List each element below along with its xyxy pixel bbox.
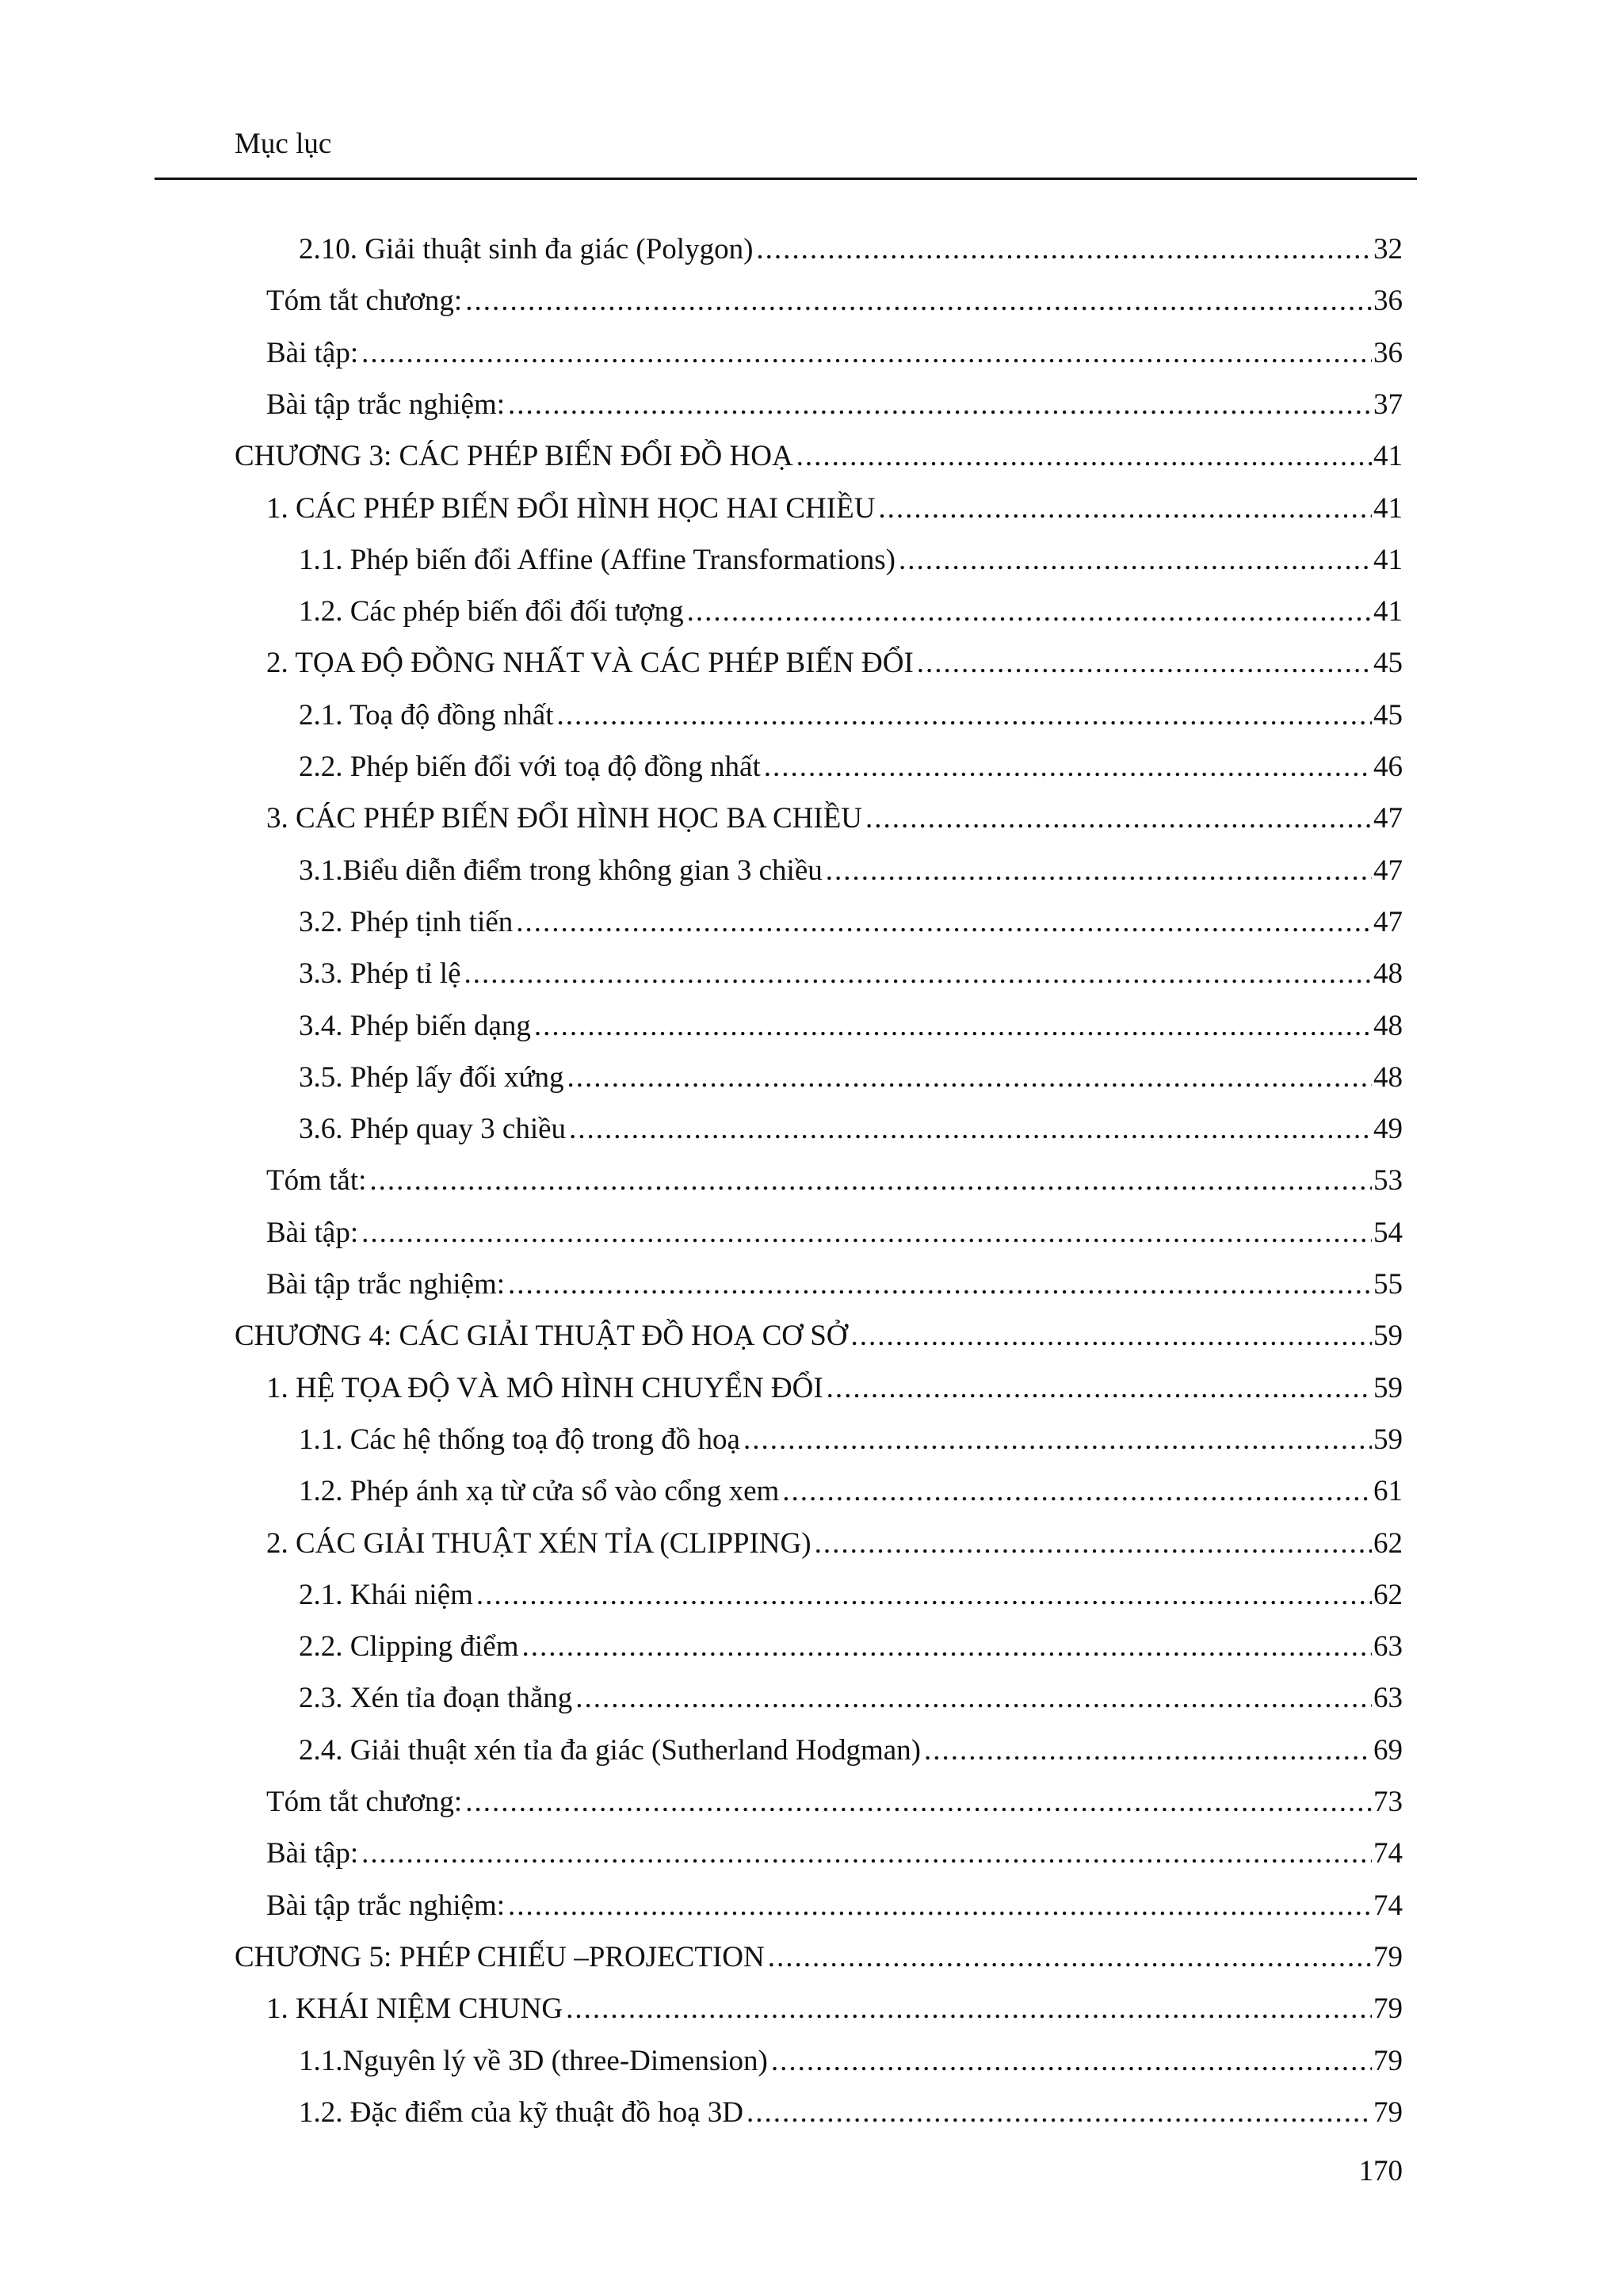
toc-dot-leader bbox=[361, 330, 1372, 377]
toc-entry[interactable] bbox=[266, 330, 1403, 377]
toc-dot-leader bbox=[796, 433, 1372, 480]
toc-entry-title: CHƯƠNG 4: CÁC GIẢI THUẬT ĐỒ HOẠ CƠ SỞ bbox=[235, 1320, 848, 1352]
toc-entry-title: 2.2. Phép biến đổi với toạ độ đồng nhất bbox=[299, 751, 761, 783]
page-number: 170 bbox=[1358, 2155, 1403, 2187]
toc-entry-title: 2. CÁC GIẢI THUẬT XÉN TỈA (CLIPPING) bbox=[266, 1527, 812, 1560]
toc-dot-leader bbox=[815, 1520, 1372, 1568]
toc-entry-title: Tóm tắt chương: bbox=[266, 285, 463, 317]
toc-entry-title: 1.1. Phép biến đổi Affine (Affine Transformations) bbox=[299, 544, 896, 576]
toc-entry[interactable] bbox=[299, 1468, 1403, 1515]
toc-entry-page: 47 bbox=[1373, 906, 1403, 938]
toc-entry-page: 32 bbox=[1373, 233, 1403, 266]
toc-dot-leader bbox=[899, 537, 1372, 584]
toc-entry-title: Tóm tắt: bbox=[266, 1164, 367, 1197]
toc-dot-leader bbox=[756, 226, 1372, 273]
toc-entry[interactable] bbox=[299, 692, 1403, 739]
running-header: Mục lục bbox=[235, 128, 332, 160]
toc-entry[interactable] bbox=[266, 1778, 1403, 1826]
toc-entry-title: 1.1. Các hệ thống toạ độ trong đồ hoạ bbox=[299, 1423, 740, 1456]
toc-dot-leader bbox=[508, 381, 1372, 429]
toc-entry-page: 62 bbox=[1373, 1527, 1403, 1560]
toc-entry-page: 48 bbox=[1373, 957, 1403, 990]
toc-entry[interactable] bbox=[266, 277, 1403, 325]
toc-entry-title: 3.1.Biểu diễn điểm trong không gian 3 chiều bbox=[299, 854, 823, 887]
toc-entry-title: 3.6. Phép quay 3 chiều bbox=[299, 1113, 567, 1145]
toc-entry-title: Bài tập trắc nghiệm: bbox=[266, 388, 506, 421]
toc-entry[interactable] bbox=[266, 1261, 1403, 1308]
toc-entry[interactable] bbox=[299, 2038, 1403, 2085]
toc-entry-page: 36 bbox=[1373, 285, 1403, 317]
toc-dot-leader bbox=[747, 2089, 1372, 2137]
toc-entry-title: Bài tập: bbox=[266, 1217, 359, 1249]
toc-entry-title: 3.3. Phép tỉ lệ bbox=[299, 957, 461, 990]
toc-entry-page: 59 bbox=[1373, 1372, 1403, 1404]
toc-dot-leader bbox=[508, 1882, 1372, 1930]
toc-dot-leader bbox=[361, 1830, 1372, 1878]
toc-entry[interactable] bbox=[266, 1882, 1403, 1930]
toc-entry-page: 48 bbox=[1373, 1010, 1403, 1042]
toc-entry[interactable] bbox=[299, 1054, 1403, 1102]
toc-entry-title: 1.2. Đặc điểm của kỹ thuật đồ hoạ 3D bbox=[299, 2096, 744, 2129]
toc-entry[interactable] bbox=[299, 1623, 1403, 1671]
toc-entry[interactable] bbox=[266, 1209, 1403, 1257]
toc-entry-title: 3.2. Phép tịnh tiến bbox=[299, 906, 514, 938]
toc-entry[interactable] bbox=[266, 1520, 1403, 1568]
toc-entry-title: 3.5. Phép lấy đối xứng bbox=[299, 1061, 564, 1094]
toc-entry-page: 37 bbox=[1373, 388, 1403, 421]
toc-entry-page: 59 bbox=[1373, 1423, 1403, 1456]
toc-dot-leader bbox=[771, 2038, 1372, 2085]
toc-entry[interactable] bbox=[299, 950, 1403, 998]
toc-dot-leader bbox=[567, 1054, 1372, 1102]
toc-entry-page: 47 bbox=[1373, 854, 1403, 887]
toc-dot-leader bbox=[508, 1261, 1372, 1308]
toc-entry[interactable] bbox=[299, 899, 1403, 946]
toc-dot-leader bbox=[476, 1572, 1372, 1619]
toc-dot-leader bbox=[878, 485, 1372, 533]
toc-entry[interactable] bbox=[299, 537, 1403, 584]
toc-entry[interactable] bbox=[266, 1365, 1403, 1412]
toc-entry-title: 1. HỆ TỌA ĐỘ VÀ MÔ HÌNH CHUYỂN ĐỔI bbox=[266, 1372, 823, 1404]
toc-entry-page: 73 bbox=[1373, 1786, 1403, 1818]
toc-dot-leader bbox=[556, 692, 1372, 739]
toc-entry-page: 63 bbox=[1373, 1682, 1403, 1714]
toc-dot-leader bbox=[522, 1623, 1373, 1671]
toc-entry-title: Bài tập: bbox=[266, 1837, 359, 1870]
toc-entry-title: 2. TỌA ĐỘ ĐỒNG NHẤT VÀ CÁC PHÉP BIẾN ĐỔI bbox=[266, 647, 914, 679]
toc-entry[interactable] bbox=[299, 1416, 1403, 1464]
toc-dot-leader bbox=[865, 795, 1372, 842]
toc-dot-leader bbox=[826, 847, 1372, 895]
toc-entry-page: 41 bbox=[1373, 544, 1403, 576]
toc-entry-title: 1.1.Nguyên lý về 3D (three-Dimension) bbox=[299, 2045, 768, 2077]
toc-entry-title: Bài tập trắc nghiệm: bbox=[266, 1889, 506, 1922]
toc-dot-leader bbox=[851, 1312, 1372, 1360]
toc-entry[interactable] bbox=[266, 1985, 1403, 2033]
toc-entry[interactable] bbox=[235, 1312, 1403, 1360]
toc-dot-leader bbox=[924, 1727, 1372, 1775]
toc-entry-title: 2.3. Xén tỉa đoạn thẳng bbox=[299, 1682, 573, 1714]
toc-dot-leader bbox=[534, 1003, 1372, 1050]
toc-dot-leader bbox=[516, 899, 1372, 946]
toc-entry-title: 2.10. Giải thuật sinh đa giác (Polygon) bbox=[299, 233, 754, 266]
toc-entry[interactable] bbox=[235, 433, 1403, 480]
toc-entry-page: 69 bbox=[1373, 1734, 1403, 1767]
toc-entry-page: 79 bbox=[1373, 1992, 1403, 2025]
toc-entry[interactable] bbox=[266, 1157, 1403, 1205]
toc-entry[interactable] bbox=[266, 795, 1403, 842]
toc-entry[interactable] bbox=[266, 640, 1403, 687]
toc-entry-page: 41 bbox=[1373, 595, 1403, 628]
toc-entry-page: 62 bbox=[1373, 1579, 1403, 1611]
toc-entry-page: 45 bbox=[1373, 647, 1403, 679]
toc-entry[interactable] bbox=[266, 485, 1403, 533]
toc-entry-page: 63 bbox=[1373, 1630, 1403, 1663]
toc-entry-title: 3. CÁC PHÉP BIẾN ĐỔI HÌNH HỌC BA CHIỀU bbox=[266, 802, 863, 835]
toc-entry-page: 74 bbox=[1373, 1889, 1403, 1922]
toc-entry-title: Tóm tắt chương: bbox=[266, 1786, 463, 1818]
toc-entry-page: 79 bbox=[1373, 1941, 1403, 1973]
header-rule bbox=[155, 178, 1417, 180]
toc-entry-page: 61 bbox=[1373, 1475, 1403, 1507]
toc-entry-page: 45 bbox=[1373, 699, 1403, 732]
toc-entry[interactable] bbox=[299, 847, 1403, 895]
toc-entry-title: 1.2. Các phép biến đổi đối tượng bbox=[299, 595, 684, 628]
toc-entry-title: 3.4. Phép biến dạng bbox=[299, 1010, 531, 1042]
toc-entry-page: 41 bbox=[1373, 492, 1403, 525]
toc-entry-title: 1. CÁC PHÉP BIẾN ĐỔI HÌNH HỌC HAI CHIỀU bbox=[266, 492, 876, 525]
toc-entry[interactable] bbox=[299, 1106, 1403, 1153]
toc-entry-page: 55 bbox=[1373, 1268, 1403, 1301]
toc-entry-title: 2.4. Giải thuật xén tỉa đa giác (Sutherland Hodgman) bbox=[299, 1734, 922, 1767]
toc-dot-leader bbox=[782, 1468, 1372, 1515]
toc-dot-leader bbox=[369, 1157, 1372, 1205]
toc-entry-page: 36 bbox=[1373, 337, 1403, 369]
toc-dot-leader bbox=[917, 640, 1372, 687]
toc-entry-title: 1. KHÁI NIỆM CHUNG bbox=[266, 1992, 563, 2025]
toc-dot-leader bbox=[465, 1778, 1372, 1826]
toc-entry-page: 54 bbox=[1373, 1217, 1403, 1249]
toc-dot-leader bbox=[569, 1106, 1372, 1153]
toc-dot-leader bbox=[768, 1934, 1372, 1981]
toc-entry-page: 79 bbox=[1373, 2045, 1403, 2077]
toc-entry-page: 41 bbox=[1373, 440, 1403, 472]
toc-entry[interactable] bbox=[299, 1727, 1403, 1775]
toc-entry-page: 49 bbox=[1373, 1113, 1403, 1145]
toc-entry-title: 1.2. Phép ánh xạ từ cửa sổ vào cổng xem bbox=[299, 1475, 780, 1507]
toc-entry-page: 47 bbox=[1373, 802, 1403, 835]
toc-entry-page: 59 bbox=[1373, 1320, 1403, 1352]
toc-dot-leader bbox=[687, 588, 1372, 636]
toc-entry-title: Bài tập: bbox=[266, 337, 359, 369]
toc-dot-leader bbox=[575, 1675, 1372, 1722]
toc-entry[interactable] bbox=[299, 1572, 1403, 1619]
toc-entry[interactable] bbox=[266, 381, 1403, 429]
toc-entry-title: CHƯƠNG 5: PHÉP CHIẾU –PROJECTION bbox=[235, 1941, 765, 1973]
toc-entry-title: 2.2. Clipping điểm bbox=[299, 1630, 519, 1663]
toc-entry[interactable] bbox=[299, 1003, 1403, 1050]
toc-entry[interactable] bbox=[266, 1830, 1403, 1878]
toc-entry-title: CHƯƠNG 3: CÁC PHÉP BIẾN ĐỔI ĐỒ HOẠ bbox=[235, 440, 793, 472]
toc-dot-leader bbox=[827, 1365, 1372, 1412]
toc-dot-leader bbox=[464, 950, 1372, 998]
toc-entry-page: 74 bbox=[1373, 1837, 1403, 1870]
toc-dot-leader bbox=[764, 743, 1372, 791]
toc-dot-leader bbox=[361, 1209, 1372, 1257]
toc-entry[interactable] bbox=[299, 743, 1403, 791]
toc-entry[interactable] bbox=[299, 2089, 1403, 2137]
toc-entry[interactable] bbox=[299, 588, 1403, 636]
toc-dot-leader bbox=[743, 1416, 1372, 1464]
toc-dot-leader bbox=[566, 1985, 1372, 2033]
toc-entry-page: 53 bbox=[1373, 1164, 1403, 1197]
toc-entry-title: 2.1. Toạ độ đồng nhất bbox=[299, 699, 554, 732]
toc-dot-leader bbox=[465, 277, 1372, 325]
toc-entry-page: 48 bbox=[1373, 1061, 1403, 1094]
toc-entry[interactable] bbox=[299, 1675, 1403, 1722]
toc-entry[interactable] bbox=[235, 1934, 1403, 1981]
toc-entry[interactable] bbox=[299, 226, 1403, 273]
toc-entry-page: 46 bbox=[1373, 751, 1403, 783]
toc-entry-title: Bài tập trắc nghiệm: bbox=[266, 1268, 506, 1301]
toc-entry-page: 79 bbox=[1373, 2096, 1403, 2129]
toc-entry-title: 2.1. Khái niệm bbox=[299, 1579, 473, 1611]
